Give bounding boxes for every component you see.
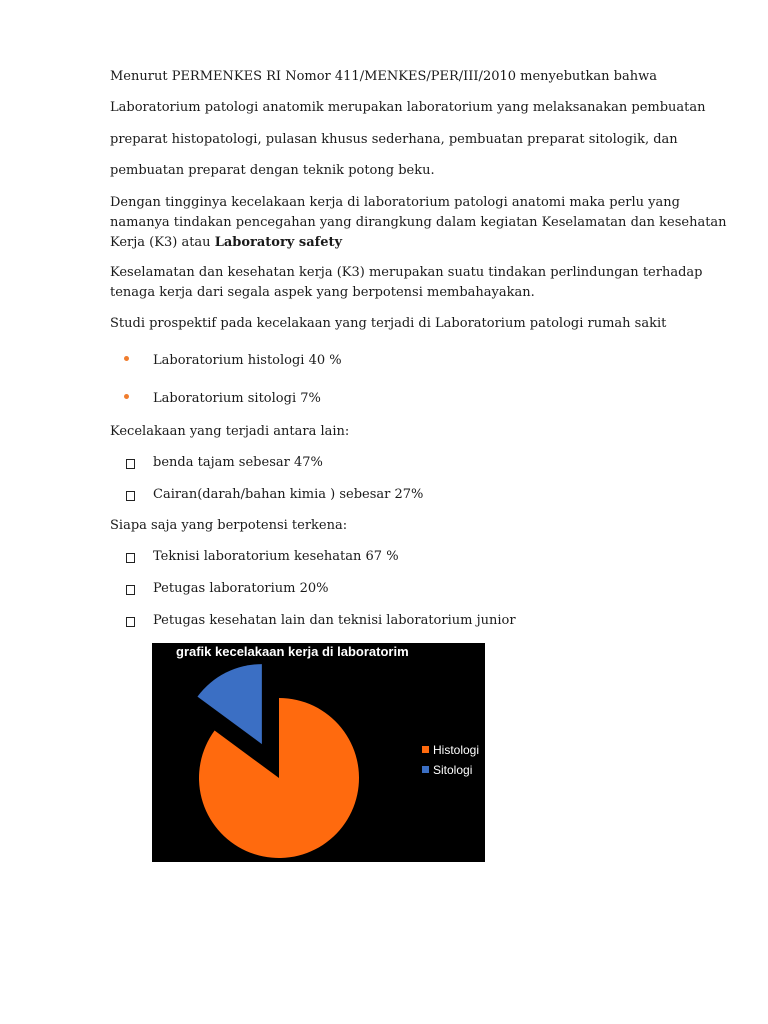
paragraph-line: tenaga kerja dari segala aspek yang berpotensi membahayakan. [110,285,535,300]
paragraph-line: namanya tindakan pencegahan yang dirangkung dalam kegiatan Keselamatan dan kesehatan [110,215,727,230]
paragraph-line: Siapa saja yang berpotensi terkena: [110,518,348,533]
chart-title: grafik kecelakaan kerja di laboratorim [176,644,409,659]
bullet-dot [124,394,129,399]
paragraph-line: Keselamatan dan kesehatan kerja (K3) merupakan suatu tindakan perlindungan terhadap [110,265,703,280]
legend-swatch [422,766,429,773]
paragraph-line: Menurut PERMENKES RI Nomor 411/MENKES/PER/III/2010 menyebutkan bahwa [110,69,657,84]
pie-slice-sitologi [197,664,261,744]
checkbox-bullet [126,617,135,627]
paragraph-line: Laboratorium patologi anatomik merupakan laboratorium yang melaksanakan pembuatan [110,100,706,115]
list-item: Cairan(darah/bahan kimia ) sebesar 27% [153,487,424,502]
checkbox-bullet [126,459,135,469]
legend-label: Histologi [433,743,480,757]
pie-slice-histologi [199,698,359,858]
checkbox-bullet [126,553,135,563]
legend-label: Sitologi [433,763,473,777]
paragraph-line: Kecelakaan yang terjadi antara lain: [110,424,350,439]
paragraph-line: Dengan tingginya kecelakaan kerja di laboratorium patologi anatomi maka perlu yang [110,195,680,210]
paragraph-line: pembuatan preparat dengan teknik potong beku. [110,163,435,178]
legend-swatch [422,746,429,753]
paragraph-line: Studi prospektif pada kecelakaan yang terjadi di Laboratorium patologi rumah sakit [110,316,667,331]
list-item: Petugas kesehatan lain dan teknisi laboratorium junior [153,613,516,628]
list-item: Petugas laboratorium 20% [153,581,329,596]
pie-chart [152,643,485,862]
list-item: Laboratorium histologi 40 % [153,353,342,368]
paragraph-text: Kerja (K3) atau [110,235,215,250]
chart-legend [422,743,479,777]
pie-slices [197,664,359,858]
bold-term: Laboratory safety [214,235,343,250]
bullet-dot [124,356,129,361]
list-item: benda tajam sebesar 47% [153,455,323,470]
paragraph-line: preparat histopatologi, pulasan khusus sederhana, pembuatan preparat sitologik, dan [110,132,678,147]
pie-chart-svg [152,643,485,862]
list-item: Laboratorium sitologi 7% [153,391,321,406]
checkbox-bullet [126,491,135,501]
list-item: Teknisi laboratorium kesehatan 67 % [153,549,399,564]
paragraph-line [110,235,342,250]
checkbox-bullet [126,585,135,595]
